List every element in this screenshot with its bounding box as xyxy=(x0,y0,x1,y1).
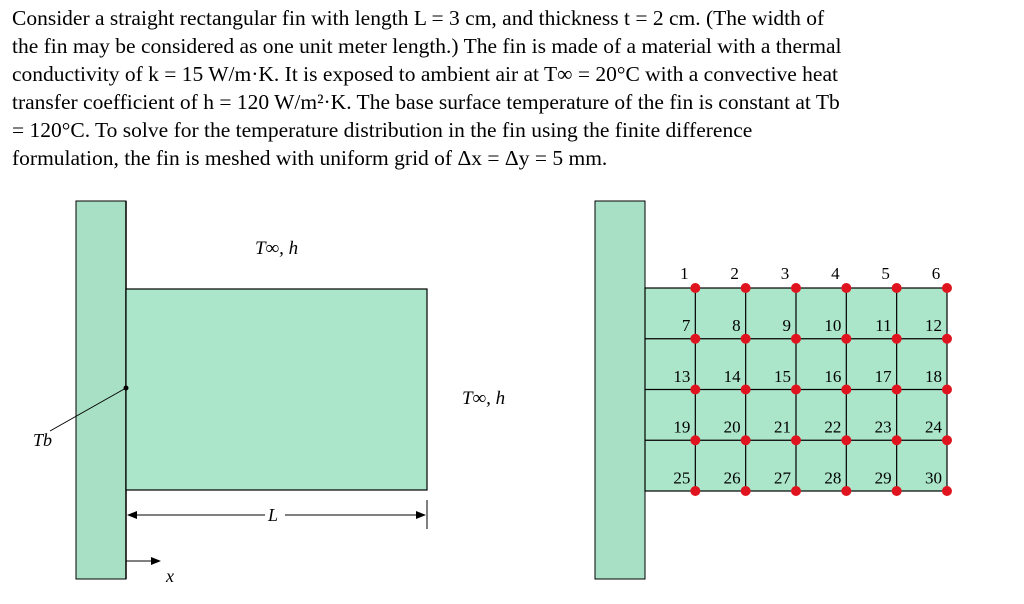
mesh-node-label: 12 xyxy=(924,316,942,335)
mesh-node-dot xyxy=(942,334,952,344)
length-label: L xyxy=(268,505,279,525)
problem-line: Consider a straight rectangular fin with length L = 3 cm, and thickness t = 2 cm. (The width of xyxy=(12,6,825,30)
mesh-node-label: 24 xyxy=(924,417,942,437)
mesh-node-label: 9 xyxy=(782,316,791,335)
mesh-node-label: 17 xyxy=(874,366,892,386)
mesh-node-dot xyxy=(690,385,700,395)
mesh-node-dot xyxy=(841,486,851,496)
mesh-node-label: 6 xyxy=(931,264,941,283)
mesh-node-label: 4 xyxy=(831,264,840,283)
mesh-node-dot xyxy=(741,486,751,496)
problem-line: the fin may be considered as one unit meter length.) The fin is made of a material with a thermal xyxy=(12,34,842,58)
mesh-diagram xyxy=(595,201,952,579)
mesh-node-label: 30 xyxy=(924,468,942,488)
mesh-node-dot xyxy=(690,283,700,293)
mesh-node-label: 20 xyxy=(723,417,741,437)
mesh-node-dot xyxy=(741,435,751,445)
mesh-node-dot xyxy=(892,435,902,445)
base-wall xyxy=(76,201,126,579)
top-convection-label: T∞, h xyxy=(255,238,299,259)
mesh-node-label: 10 xyxy=(824,316,842,335)
mesh-node-label: 29 xyxy=(874,468,892,488)
problem-line: formulation, the fin is meshed with uniform grid of Δx = Δy = 5 mm. xyxy=(12,146,608,170)
mesh-base-wall xyxy=(595,201,645,579)
mesh-node-dot xyxy=(841,283,851,293)
mesh-node-label: 13 xyxy=(673,366,691,386)
mesh-node-dot xyxy=(791,334,801,344)
mesh-node-label: 3 xyxy=(780,264,790,283)
mesh-node-dot xyxy=(741,283,751,293)
mesh-node-label: 26 xyxy=(723,468,741,488)
problem-line: = 120°C. To solve for the temperature distribution in the fin using the finite difference xyxy=(12,118,753,142)
x-axis-label: x xyxy=(166,566,174,586)
fin-body xyxy=(126,289,427,490)
mesh-node-dot xyxy=(942,435,952,445)
mesh-node-dot xyxy=(791,283,801,293)
mesh-node-label: 25 xyxy=(673,468,691,488)
mesh-node-label: 28 xyxy=(824,468,842,488)
mesh-node-dot xyxy=(690,435,700,445)
problem-line: conductivity of k = 15 W/m·K. It is exposed to ambient air at T∞ = 20°C with a convective heat xyxy=(12,62,838,86)
mesh-node-dot xyxy=(791,385,801,395)
mesh-node-label: 5 xyxy=(881,264,890,283)
mesh-node-dot xyxy=(942,486,952,496)
problem-line: transfer coefficient of h = 120 W/m²·K. The base surface temperature of the fin is constant at Tb xyxy=(12,90,840,114)
mesh-node-label: 21 xyxy=(773,417,791,437)
mesh-node-label: 8 xyxy=(732,316,741,335)
mesh-node-label: 15 xyxy=(773,366,791,386)
mesh-node-label: 19 xyxy=(673,417,691,437)
mesh-node-dot xyxy=(892,385,902,395)
mesh-node-label: 1 xyxy=(680,264,689,283)
mesh-node-label: 23 xyxy=(874,417,892,437)
mesh-node-dot xyxy=(690,486,700,496)
mesh-node-dot xyxy=(741,385,751,395)
mesh-node-label: 27 xyxy=(773,468,791,488)
mesh-node-dot xyxy=(892,334,902,344)
mesh-node-label: 2 xyxy=(730,264,739,283)
mesh-node-label: 16 xyxy=(824,366,842,386)
mesh-node-label: 11 xyxy=(875,316,892,335)
mesh-node-dot xyxy=(892,283,902,293)
mesh-node-dot xyxy=(841,385,851,395)
mesh-node-label: 7 xyxy=(681,316,691,335)
base-point xyxy=(124,386,129,391)
mesh-node-dot xyxy=(892,486,902,496)
mesh-node-label: 14 xyxy=(723,366,741,386)
mesh-node-dot xyxy=(741,334,751,344)
base-temperature-label: Tb xyxy=(33,430,53,450)
mesh-node-dot xyxy=(690,334,700,344)
right-convection-label: T∞, h xyxy=(462,388,506,409)
mesh-node-label: 22 xyxy=(824,417,842,437)
mesh-node-dot xyxy=(841,334,851,344)
mesh-node-dot xyxy=(841,435,851,445)
mesh-node-dot xyxy=(791,486,801,496)
mesh-node-dot xyxy=(791,435,801,445)
left-fin-diagram xyxy=(33,201,505,586)
mesh-node-label: 18 xyxy=(924,366,942,386)
mesh-node-dot xyxy=(942,385,952,395)
mesh-node-dot xyxy=(942,283,952,293)
